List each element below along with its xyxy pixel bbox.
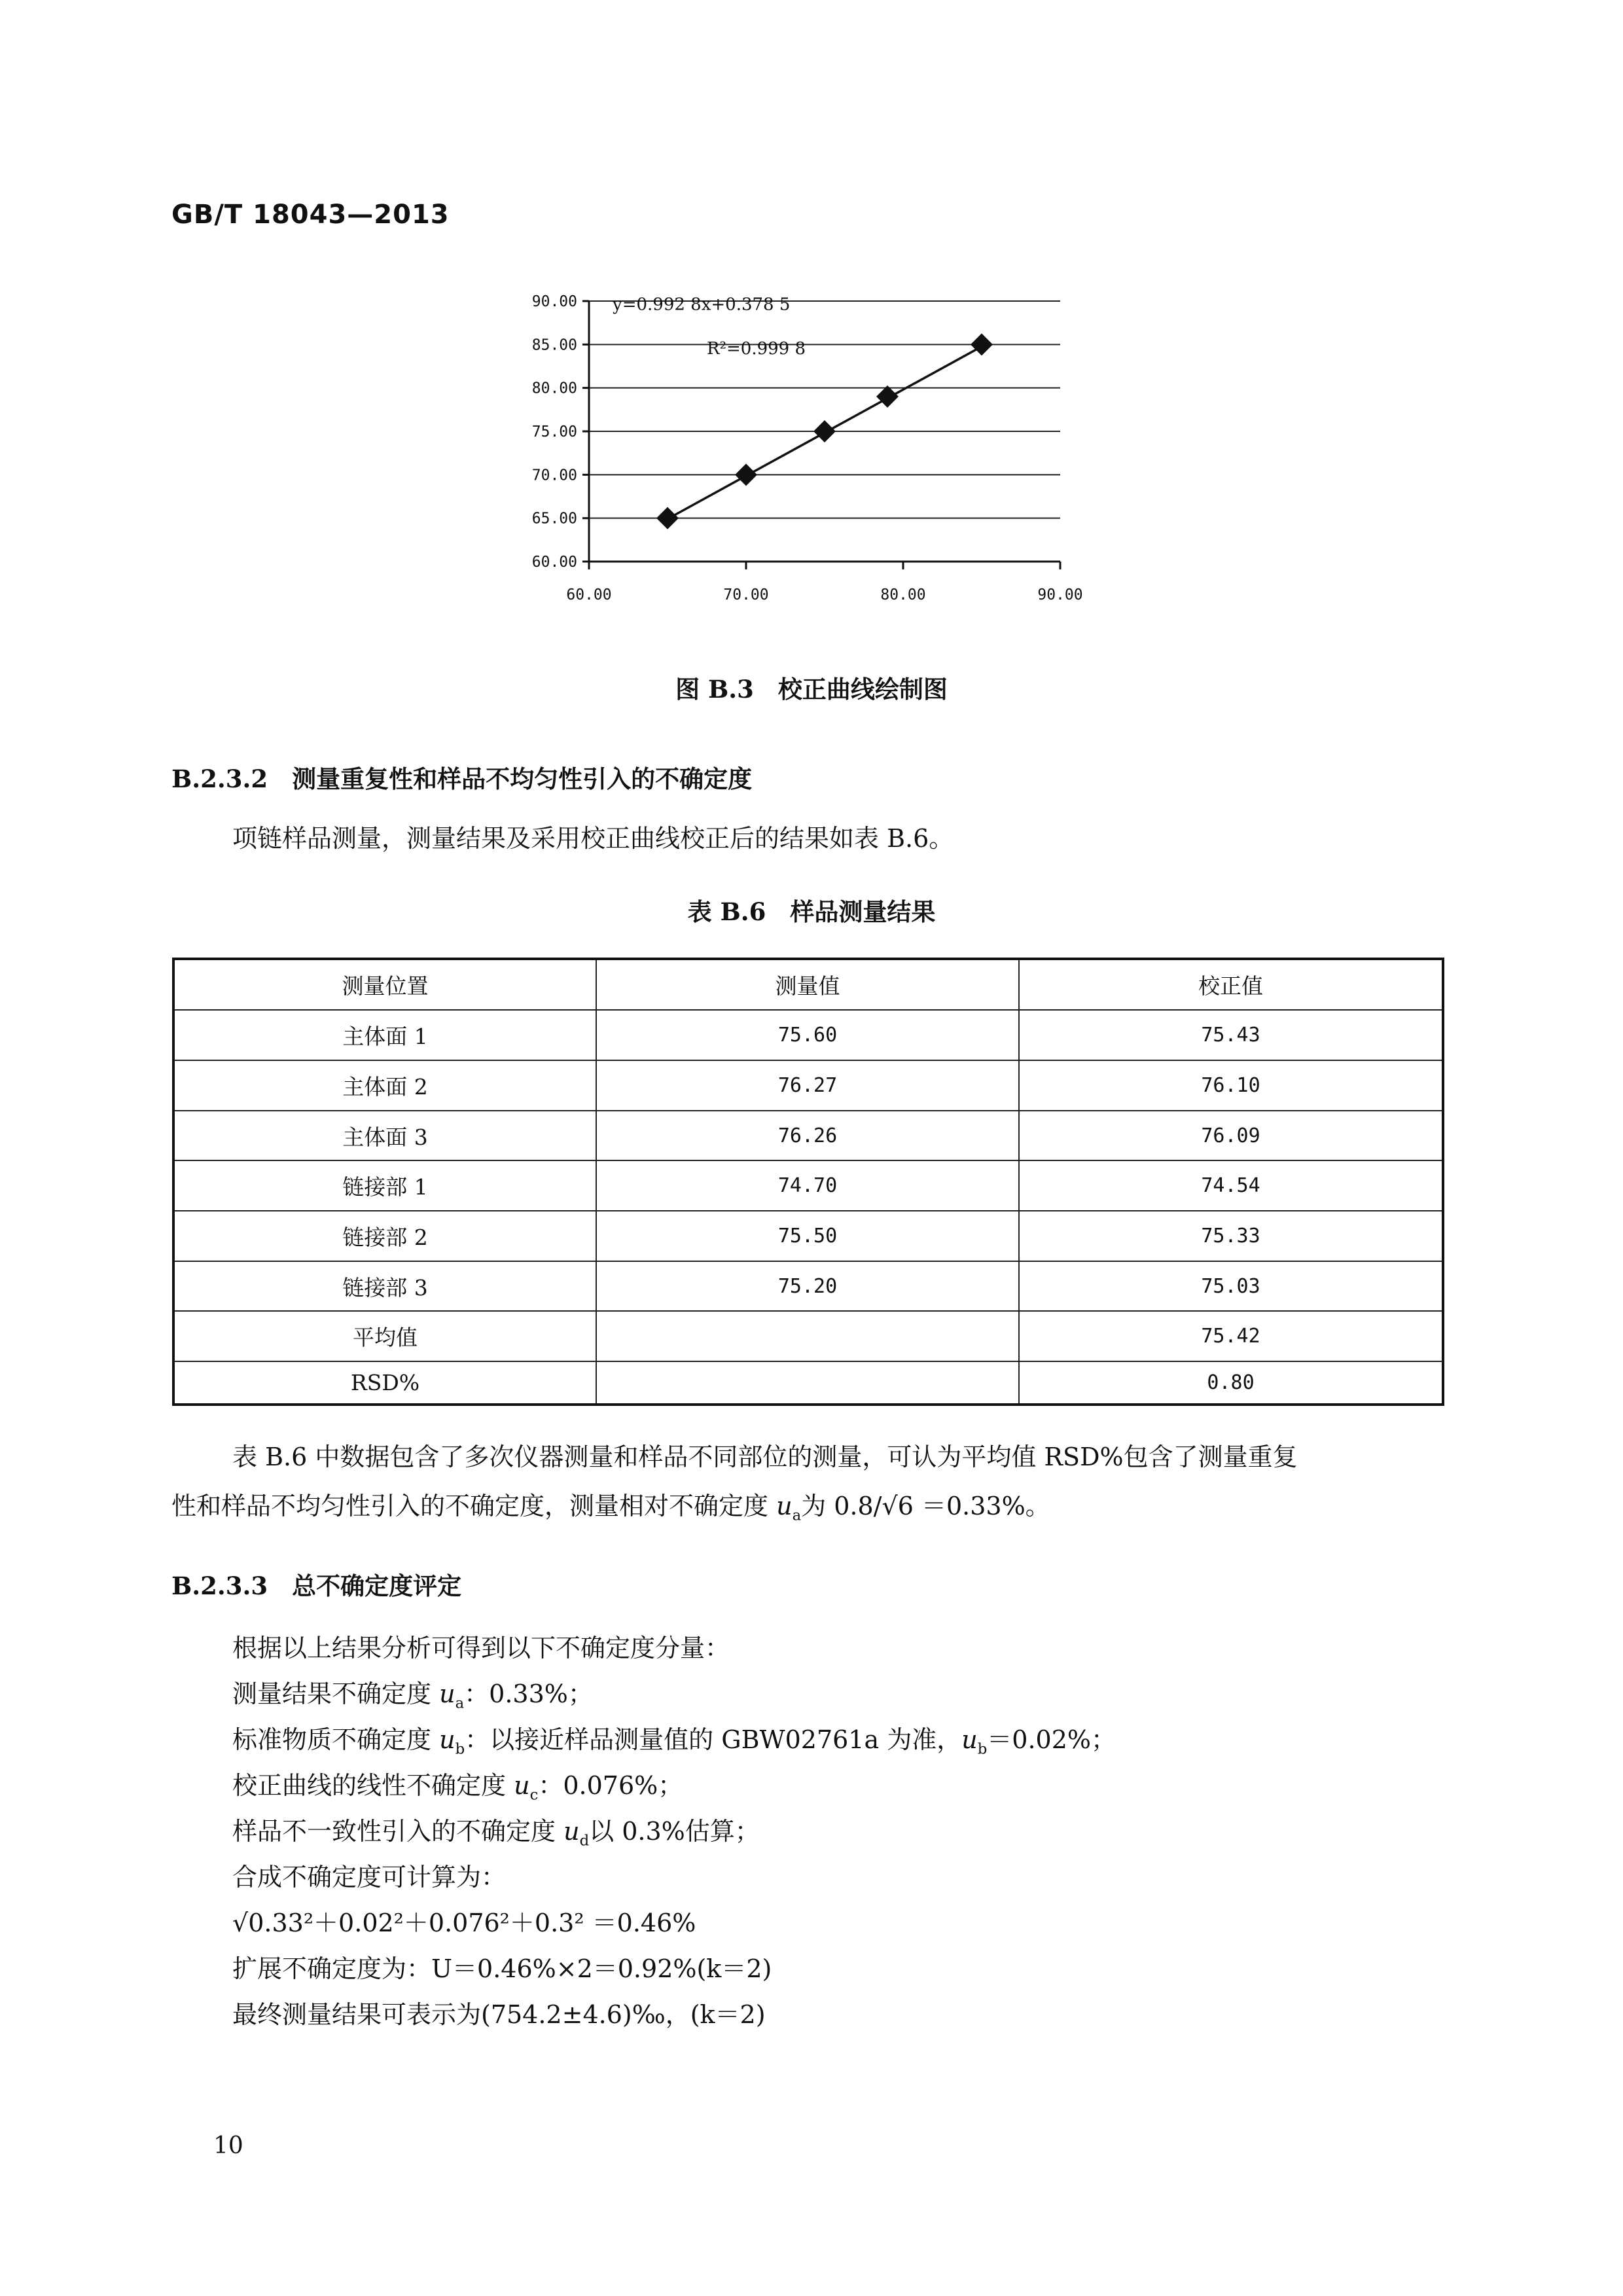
section-heading-b232: B.2.3.2 测量重复性和样品不均匀性引入的不确定度	[171, 764, 753, 793]
subscript: a	[792, 1507, 802, 1524]
section-heading-b233: B.2.3.3 总不确定度评定	[171, 1571, 462, 1600]
line-text: 标准物质不确定度	[232, 1725, 440, 1754]
text-line-9: 最终测量结果可表示为(754.2±4.6)‰，(k＝2)	[232, 2000, 766, 2029]
chart-y-tick-label: 70.00	[531, 467, 577, 484]
table-cell: 主体面 1	[173, 1010, 596, 1060]
table-cell: 75.20	[596, 1261, 1019, 1312]
text-line-6: 合成不确定度可计算为：	[232, 1863, 507, 1892]
variable-u: u	[514, 1771, 530, 1800]
chart-x-tick-labels	[566, 586, 1082, 603]
chart-equation-label: y=0.992 8x+0.378 5	[613, 295, 791, 315]
subscript: a	[455, 1695, 465, 1712]
table-cell	[596, 1311, 1019, 1361]
chart-data-point	[813, 420, 836, 442]
table-cell: RSD%	[173, 1361, 596, 1405]
table-cell: 主体面 2	[173, 1060, 596, 1111]
formula-combined-uncertainty: √0.33²＋0.02²＋0.076²＋0.3² ＝0.46%	[232, 1909, 696, 1937]
table-row	[173, 1311, 1443, 1361]
paragraph-line-1: 表 B.6 中数据包含了多次仪器测量和样品不同部位的测量，可认为平均值 RSD%包含了测量重复	[232, 1443, 1298, 1471]
section-intro: 项链样品测量，测量结果及采用校正曲线校正后的结果如表 B.6。	[232, 824, 954, 853]
text-line-5	[232, 1811, 760, 1850]
chart-data-point	[876, 386, 899, 408]
table-cell: 平均值	[173, 1311, 596, 1361]
line-text: ：0.076%；	[538, 1771, 683, 1800]
table-caption: 表 B.6 样品测量结果	[687, 897, 936, 926]
table-cell: 76.26	[596, 1111, 1019, 1161]
variable-u: u	[439, 1725, 455, 1754]
chart-data-point	[735, 463, 757, 486]
table-cell: 75.50	[596, 1211, 1019, 1261]
table-header-cell: 校正值	[1019, 959, 1443, 1010]
chart-x-tick-label: 60.00	[566, 586, 612, 603]
chart-y-tick-label: 90.00	[531, 293, 577, 310]
line-text: 样品不一致性引入的不确定度	[232, 1817, 564, 1846]
table-cell: 74.54	[1019, 1160, 1443, 1211]
table-cell: 76.27	[596, 1060, 1019, 1111]
table-row	[173, 1261, 1443, 1312]
table-cell: 76.09	[1019, 1111, 1443, 1161]
variable-u: u	[776, 1492, 793, 1520]
table-row	[173, 1160, 1443, 1211]
figure-caption: 图 B.3 校正曲线绘制图	[675, 675, 948, 704]
chart-y-tick-labels	[532, 293, 577, 571]
chart-x-tick-label: 70.00	[723, 586, 769, 603]
paragraph-text: 为 0.8/√6 ＝0.33%。	[801, 1492, 1050, 1520]
chart-y-tick-label: 75.00	[531, 423, 577, 440]
variable-u: u	[439, 1679, 455, 1708]
table-cell: 76.10	[1019, 1060, 1443, 1111]
table-cell: 75.42	[1019, 1311, 1443, 1361]
table-row	[173, 1361, 1443, 1405]
subscript: b	[977, 1740, 988, 1758]
subscript: d	[579, 1832, 590, 1850]
text-line-3	[232, 1719, 1116, 1758]
paragraph-text: 性和样品不均匀性引入的不确定度，测量相对不确定度	[171, 1492, 777, 1520]
table-header-cell: 测量值	[596, 959, 1019, 1010]
line-text: ：以接近样品测量值的 GBW02761a 为准，	[465, 1725, 962, 1754]
table-cell: 75.60	[596, 1010, 1019, 1060]
paragraph-line-2	[171, 1489, 1050, 1527]
text-line-4	[232, 1765, 683, 1804]
chart-y-tick-label: 60.00	[531, 554, 577, 571]
table-cell: 74.70	[596, 1160, 1019, 1211]
text-line-8: 扩展不确定度为：U＝0.46%×2＝0.92%(k＝2)	[232, 1954, 772, 1983]
table-cell	[596, 1361, 1019, 1405]
table-cell: 75.03	[1019, 1261, 1443, 1312]
line-text: 以 0.3%估算；	[589, 1817, 760, 1846]
chart-x-tick-label: 80.00	[880, 586, 926, 603]
standard-code: GB/T 18043—2013	[171, 200, 450, 230]
chart-data-point	[971, 333, 993, 355]
results-table	[172, 958, 1444, 1406]
table-cell: 0.80	[1019, 1361, 1443, 1405]
chart-y-tick-label: 80.00	[531, 380, 577, 397]
table-row	[173, 1010, 1443, 1060]
calibration-chart	[497, 275, 1139, 615]
text-line-1: 根据以上结果分析可得到以下不确定度分量：	[232, 1634, 730, 1662]
table-row	[173, 1111, 1443, 1161]
chart-data-point	[656, 507, 679, 529]
text-line-2	[232, 1674, 593, 1712]
line-text: 测量结果不确定度	[232, 1679, 440, 1708]
line-text: ：0.33%；	[464, 1679, 593, 1708]
table-cell: 链接部 2	[173, 1211, 596, 1261]
line-text: 校正曲线的线性不确定度	[232, 1771, 514, 1800]
chart-y-tick-label: 85.00	[531, 336, 577, 354]
table-cell: 链接部 1	[173, 1160, 596, 1211]
variable-u: u	[961, 1725, 978, 1754]
table-cell: 主体面 3	[173, 1111, 596, 1161]
variable-u: u	[563, 1817, 580, 1846]
table-header-row	[173, 959, 1443, 1010]
chart-gridlines	[589, 301, 1060, 518]
table-row	[173, 1211, 1443, 1261]
chart-y-tick-label: 65.00	[531, 510, 577, 528]
subscript: b	[455, 1740, 465, 1758]
table-cell: 75.43	[1019, 1010, 1443, 1060]
table-cell: 75.33	[1019, 1211, 1443, 1261]
table-header-cell: 测量位置	[173, 959, 596, 1010]
subscript: c	[529, 1786, 539, 1804]
table-row	[173, 1060, 1443, 1111]
chart-r2-label: R²=0.999 8	[707, 338, 806, 359]
chart-x-tick-label: 90.00	[1037, 586, 1083, 603]
page-number: 10	[213, 2132, 243, 2159]
table-cell: 链接部 3	[173, 1261, 596, 1312]
line-text: ＝0.02%；	[987, 1725, 1116, 1754]
